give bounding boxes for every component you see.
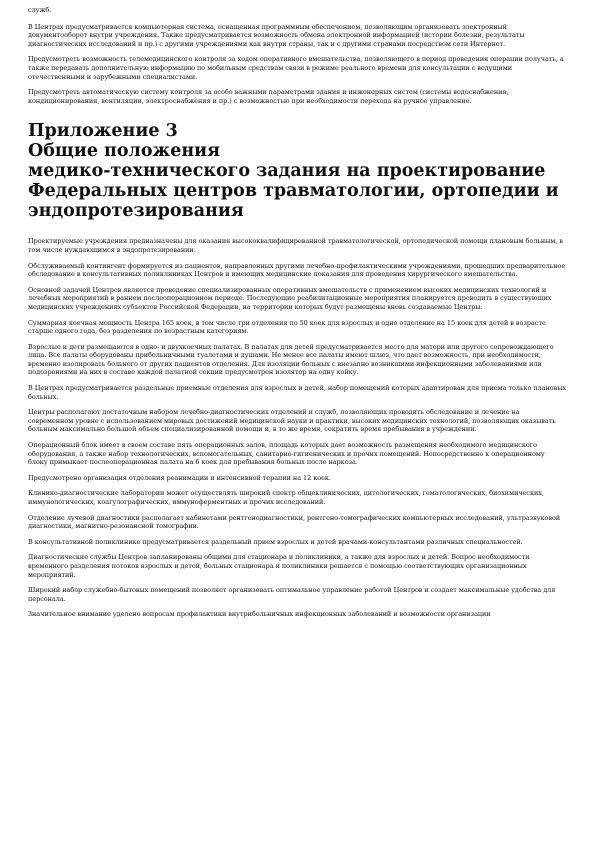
paragraph: Диагностические службы Центров запланированы общими для стационара и поликлиники, а также для взрослых и детей. Вопрос необходимости временного разделения потоков взрослых и детей, больных стационара и поликлиники решается с помощью соответствующих организационных мероприятий. — [28, 553, 530, 579]
document-page — [28, 6, 566, 626]
paragraph: В Центрах предусматривается раздельные приемные отделения для взрослых и детей, набор помещений которых адаптирован для приема только плановых больных. — [28, 384, 567, 401]
paragraph: Предусмотрено организация отделения реанимации и интенсивной терапии на 12 коек. — [28, 473, 331, 482]
paragraph: Операционный блок имеет в своем составе пять операционных залов, площадь которых дает возможность размещения необходимого медицинского оборудования, а также набор технологических, вспомогательных, санитарно-гигиенических и прочих помещений. Непосредственно к операционному блоку примыкает послеоперационная палата на 6 коек для пребывания больных после наркоза. — [28, 441, 545, 467]
paragraph: Обслуживаемый контингент формируется из пациентов, направленных другими лечебно-профилактическими учреждениями, прошедших предварительное обследование в консультативных поликлиниках Центров и имеющих медицинские показания для проведения хирургического вмешательства. — [28, 261, 566, 279]
heading-line: эндопротезирования — [28, 201, 244, 222]
heading-line: Федеральных центров травматологии, ортопедии и — [28, 181, 559, 202]
paragraph: В Центрах предусматривается компьютерная система, оснащенная программным обеспечением, позволяющим организовать электронный документооборот внутри учреждения. Также предусматривается возможность обмена электронной информацией (истории болезни, результаты диагностических исследований и пр.) с другими учреждениями как внутри страны, так и с другими странами посредством сети Интернет. — [28, 22, 525, 48]
appendix-heading — [28, 121, 566, 221]
paragraph: Суммарная коечная мощность Центра 165 коек, в том числе три отделения по 50 коек для взрослых и одно отделение на 15 коек для детей в возрасте старше одного года, без разделения по возрастным категориям. — [28, 318, 546, 336]
paragraph: Проектируемые учреждения предназначены для оказания высококвалифицированной травматологической, ортопедической помощи плановым больным, в том числе нуждающимся в эндопротезировании. — [28, 237, 563, 254]
paragraph: Центры располагают достаточным набором лечебно-диагностических отделений и служб, позволяющих проводить обследование и лечение на современном уровне с использованием мировых достижений медицинской науки и практики, высоких медицинских технологий, позволяющих оказывать больным максимально большой объем специализированной помощи и, в то же время, сократить время пребывания в учреждении. — [28, 408, 556, 434]
heading-line: Общие положения — [28, 141, 221, 162]
paragraph: Клинико-диагностические лаборатории может осуществлять широкий спектр общеклинических, цитологических, гематологических, биохимических, иммунологических, коагулографических, иммуноферментных и прочих исследований. — [28, 489, 544, 506]
paragraph: Предусмотреть автоматическую систему контроля за особо важными параметрами здания и инженерных систем (системы водоснабжения, кондиционирования, вентиляции, электроснабжения и пр.) с возможностью при необходимости перехода на ручное управление. — [28, 88, 509, 105]
paragraph: Отделение лучевой диагностики располагает кабинетами рентгенодиагностики, рентгено-томографических компьютерных исследований, ультразвуковой диагностики, магнитно-резонансной томографии. — [28, 513, 561, 531]
paragraph: Предусмотреть возможность телемедицинского контроля за ходом оперативного вмешательства, позволяющего в период проведения операции получать, а также передавать дополнительную информацию по мобильным средствам связи в режиме реального времени для консультации с ведущими отечественными и зарубежными специалистами. — [28, 55, 564, 81]
heading-line: медико-технического задания на проектирование — [28, 161, 546, 182]
paragraph: Основной задачей Центров является проведение специализированных оперативных вмешательств с применением высоких медицинских технологий и лечебных мероприятий в раннем послеоперационном периоде. Последующие реабилитационные мероприятия планируется проводить в существующих медицинских учреждениях субъектов Российской Федерации, на территории которых будут размещены вновь создаваемые Центры. — [28, 285, 552, 311]
heading-line: Приложение 3 — [28, 121, 178, 142]
paragraph: Значительное внимание уделено вопросам профилактики внутрибольничных инфекционных заболеваний и возможности организации — [28, 610, 491, 619]
paragraph: Широкий набор служебно-бытовых помещений позволяет организовать оптимальное управление работой Центров и создает максимальные удобства для персонала. — [28, 586, 556, 603]
paragraph: служб. — [28, 6, 52, 14]
paragraph: В консультативной поликлинике предусматривается раздельный прием взрослых и детей врачами-консультантами различных специальностей. — [28, 537, 523, 546]
paragraph: Взрослые и дети размещаются в одно- и двухкоечных палатах. В палатах для детей предусматривается место для матери или другого сопровождающего лица. Все палаты оборудованы прибольничными туалетами и душами. Не менее все палаты имеют шлюз, что дает возможность, при необходимости, временно изолировать больного от других пациентов отделения. Для изоляции больных с внезапно возникшими инфекционными заболеваниями или подозрениями на них в составе каждой палатной секции предусмотрен изолятор на одну койку. — [28, 342, 554, 377]
